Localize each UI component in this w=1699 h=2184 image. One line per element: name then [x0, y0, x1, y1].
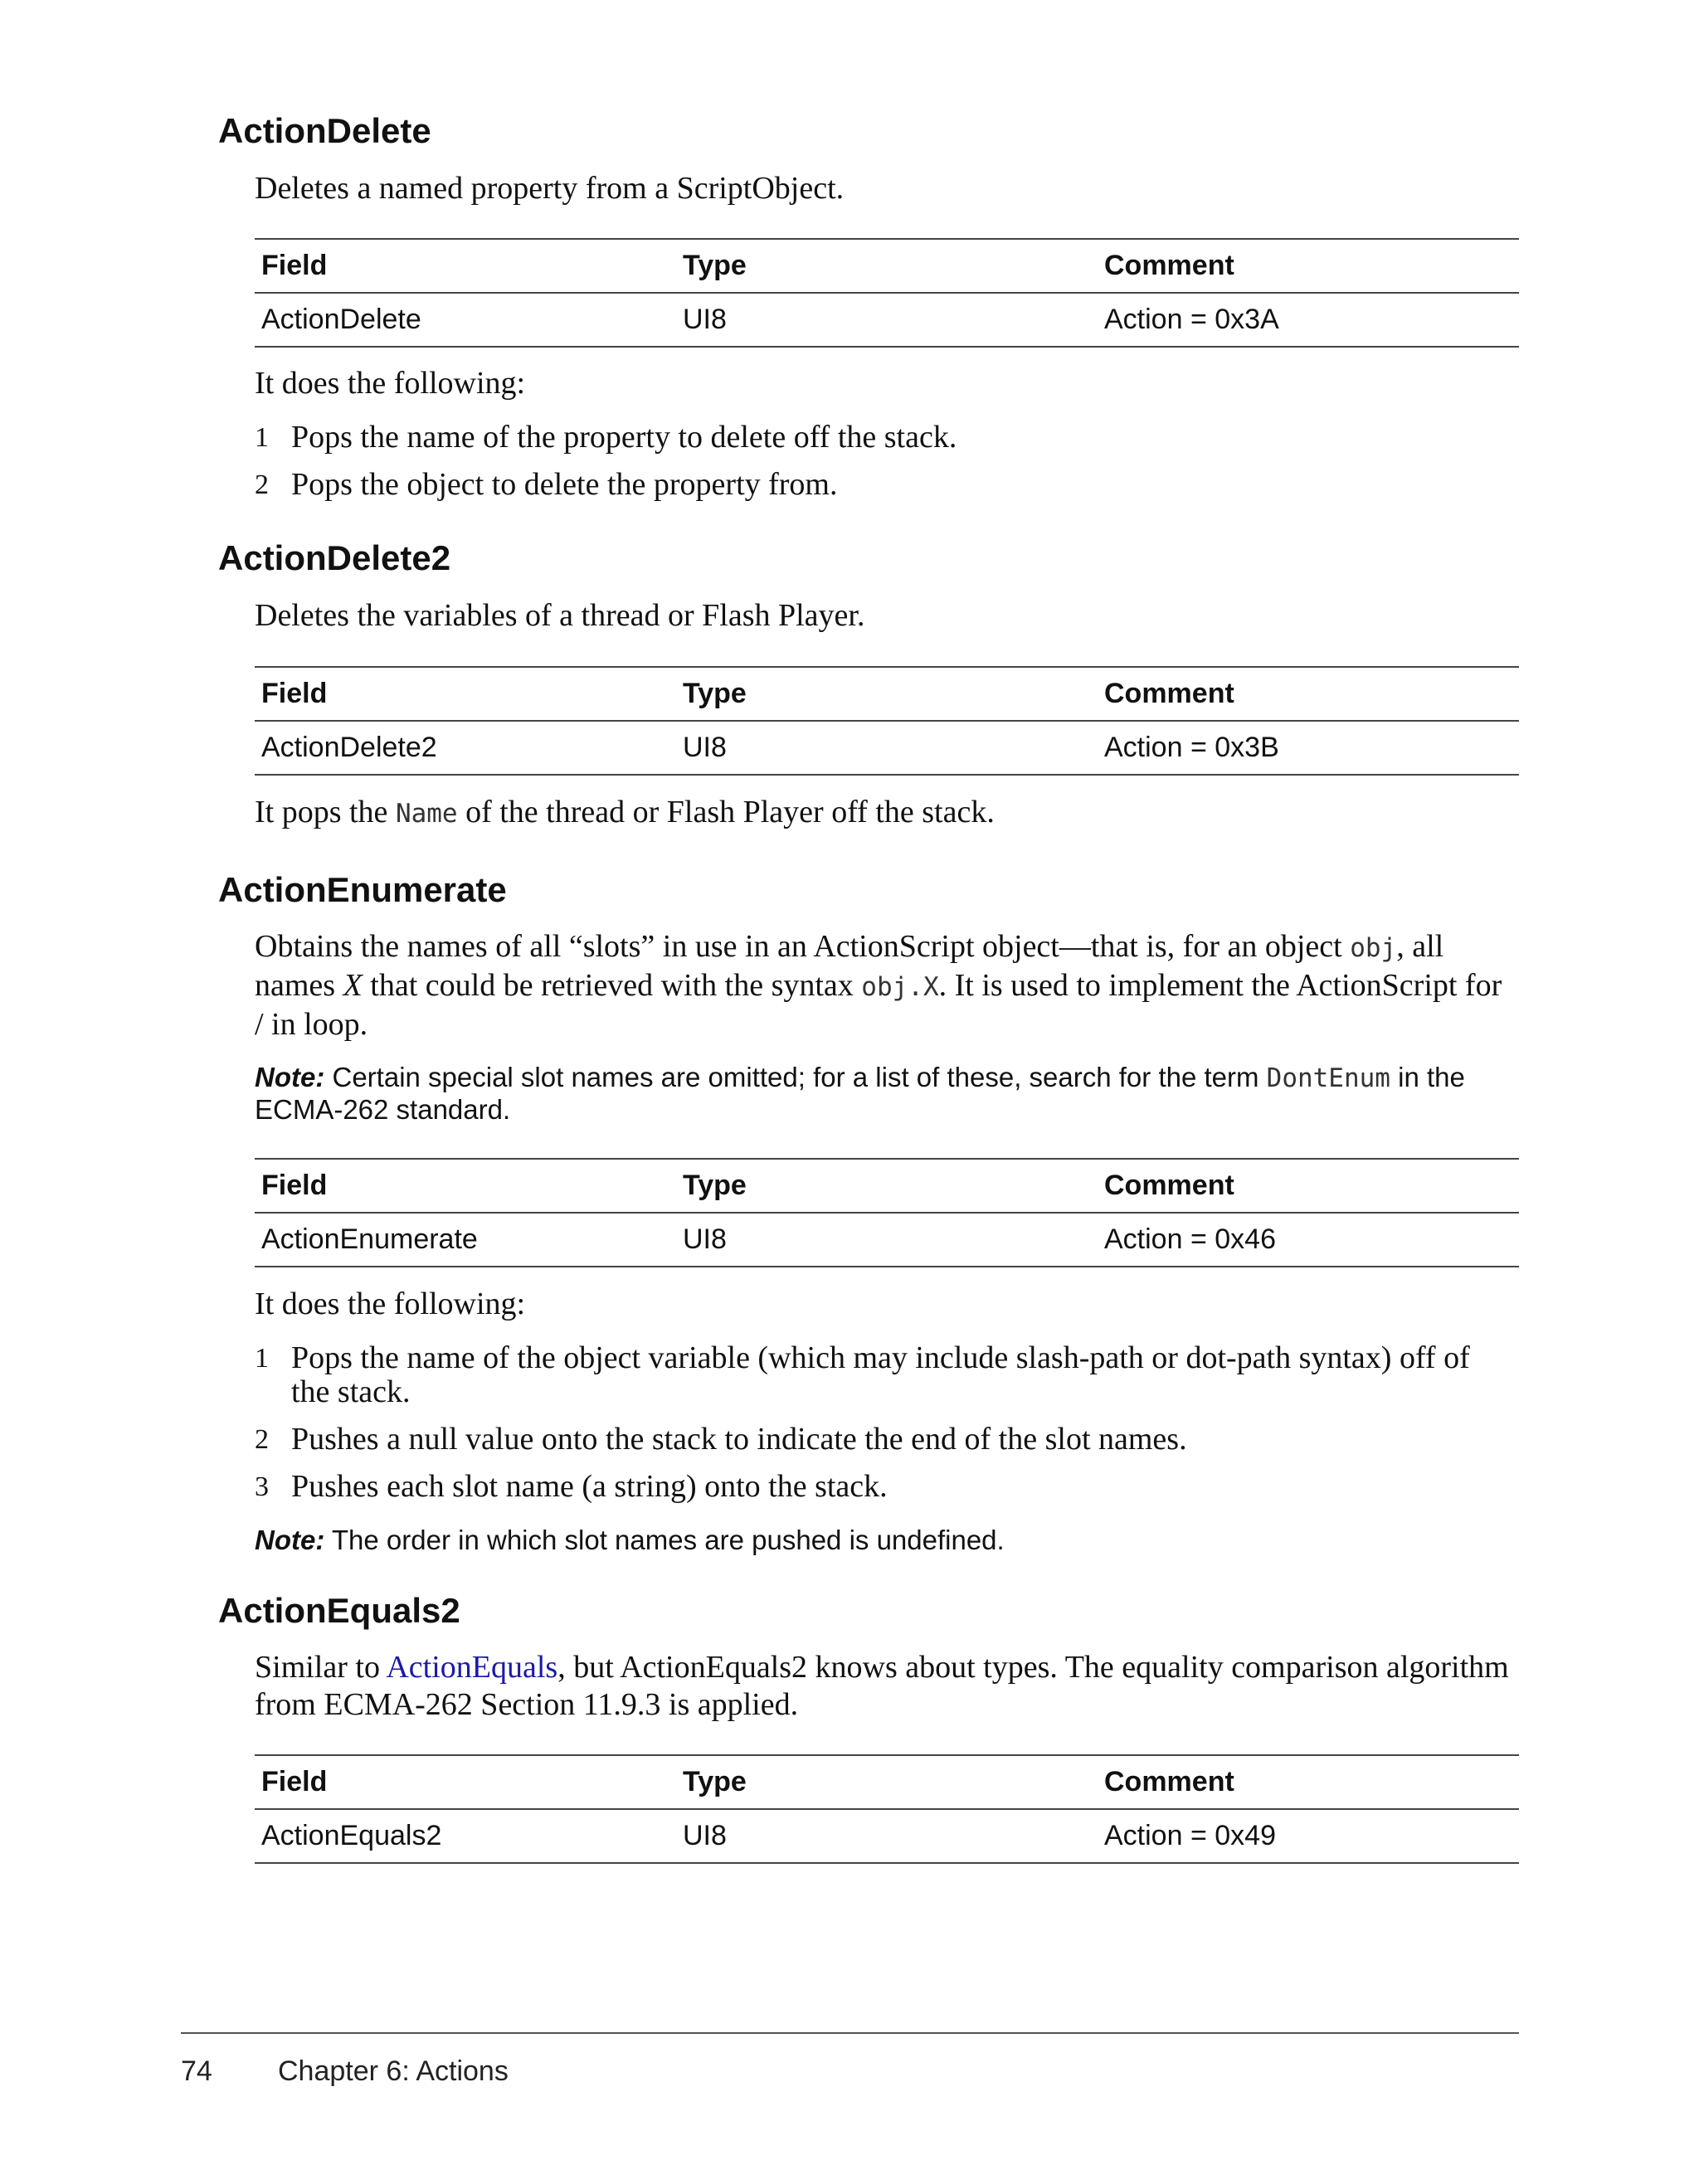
- table-cell-comment: Action = 0x46: [1098, 1213, 1519, 1267]
- column-header-comment: Comment: [1098, 667, 1519, 721]
- table-row: [255, 1809, 1519, 1863]
- column-header-type: Type: [676, 1159, 1098, 1213]
- step-number: 3: [255, 1471, 269, 1502]
- table-cell-comment: Action = 0x49: [1098, 1809, 1519, 1863]
- table-cell-type: UI8: [676, 293, 1098, 347]
- section-description: [255, 928, 1516, 1043]
- text-fragment: that could be retrieved with the syntax: [362, 968, 862, 1003]
- step-text: Pushes a null value onto the stack to indicate the end of the slot names.: [291, 1422, 1187, 1457]
- step-number: 2: [255, 469, 269, 500]
- steps-list: [255, 1341, 1516, 1517]
- section-description: Deletes the variables of a thread or Flash Player.: [255, 598, 865, 633]
- column-header-field: Field: [255, 1159, 676, 1213]
- section-heading-action-equals2: ActionEquals2: [218, 1591, 460, 1630]
- column-header-comment: Comment: [1098, 1755, 1519, 1809]
- step-number: 1: [255, 1343, 269, 1374]
- note-label: Note:: [255, 1062, 325, 1092]
- table-header-row: [255, 239, 1519, 293]
- text-fragment: . It is used to implement the ActionScript for / in loop.: [255, 968, 1502, 1042]
- steps-list: [255, 421, 1516, 515]
- step-text: Pops the name of the object variable (which may include slash-path or dot-path syntax) off of the stack.: [291, 1340, 1470, 1409]
- field-table: [255, 238, 1519, 348]
- inline-code: obj: [1350, 933, 1397, 963]
- note: [255, 1525, 1516, 1555]
- table-cell-field: ActionEnumerate: [255, 1213, 676, 1267]
- section-followup-text: [255, 794, 1516, 833]
- text-fragment: , but ActionEquals2 knows about types. The equality comparison algorithm from ECMA-262 Section 11.9.3 is applied.: [255, 1650, 1509, 1722]
- table-cell-type: UI8: [676, 1809, 1098, 1863]
- text-fragment: of the thread or Flash Player off the stack.: [457, 795, 995, 829]
- list-item: [255, 1470, 1516, 1504]
- action-equals-link[interactable]: ActionEquals: [386, 1650, 558, 1685]
- table-cell-field: ActionDelete: [255, 293, 676, 347]
- note-label: Note:: [255, 1525, 325, 1555]
- list-item: [255, 421, 1516, 455]
- list-item: [255, 1423, 1516, 1457]
- inline-code: obj.X: [861, 972, 939, 1002]
- section-description: Deletes a named property from a ScriptObject.: [255, 171, 845, 206]
- italic-text: X: [343, 968, 363, 1003]
- step-number: 2: [255, 1424, 269, 1455]
- table-cell-type: UI8: [676, 721, 1098, 775]
- text-fragment: Similar to: [255, 1650, 387, 1685]
- step-text: Pushes each slot name (a string) onto the stack.: [291, 1469, 888, 1504]
- column-header-field: Field: [255, 239, 676, 293]
- column-header-type: Type: [676, 1755, 1098, 1809]
- text-fragment: , all names: [255, 929, 1444, 1003]
- field-table: [255, 666, 1519, 776]
- column-header-type: Type: [676, 667, 1098, 721]
- note: [255, 1062, 1516, 1125]
- column-header-type: Type: [676, 239, 1098, 293]
- step-number: 1: [255, 422, 269, 453]
- table-row: [255, 293, 1519, 347]
- inline-code: DontEnum: [1266, 1063, 1390, 1093]
- text-fragment: in the ECMA-262 standard.: [255, 1062, 1465, 1125]
- table-cell-comment: Action = 0x3B: [1098, 721, 1519, 775]
- table-header-row: [255, 1159, 1519, 1213]
- table-cell-field: ActionEquals2: [255, 1809, 676, 1863]
- section-heading-action-enumerate: ActionEnumerate: [218, 870, 507, 909]
- column-header-comment: Comment: [1098, 1159, 1519, 1213]
- text-fragment: The order in which slot names are pushed is undefined.: [324, 1525, 1005, 1555]
- table-cell-field: ActionDelete2: [255, 721, 676, 775]
- step-text: Pops the name of the property to delete off the stack.: [291, 420, 957, 455]
- field-table: [255, 1158, 1519, 1267]
- section-heading-action-delete2: ActionDelete2: [218, 538, 451, 577]
- chapter-title: Chapter 6: Actions: [278, 2055, 509, 2087]
- table-cell-comment: Action = 0x3A: [1098, 293, 1519, 347]
- column-header-field: Field: [255, 667, 676, 721]
- footer-divider: [181, 2032, 1519, 2034]
- list-item: [255, 468, 1516, 502]
- text-fragment: Obtains the names of all “slots” in use in an ActionScript object—that is, for an object: [255, 929, 1351, 964]
- column-header-field: Field: [255, 1755, 676, 1809]
- page-number: 74: [181, 2055, 212, 2087]
- inline-code: Name: [395, 799, 458, 829]
- text-fragment: Certain special slot names are omitted; for a list of these, search for the term: [324, 1062, 1267, 1092]
- column-header-comment: Comment: [1098, 239, 1519, 293]
- steps-intro: It does the following:: [255, 366, 526, 401]
- table-cell-type: UI8: [676, 1213, 1098, 1267]
- steps-intro: It does the following:: [255, 1287, 526, 1321]
- section-description: [255, 1649, 1516, 1724]
- field-table: [255, 1754, 1519, 1864]
- step-text: Pops the object to delete the property from.: [291, 467, 838, 502]
- table-header-row: [255, 667, 1519, 721]
- list-item: [255, 1341, 1516, 1409]
- table-header-row: [255, 1755, 1519, 1809]
- table-row: [255, 721, 1519, 775]
- section-heading-action-delete: ActionDelete: [218, 111, 431, 150]
- text-fragment: It pops the: [255, 795, 396, 829]
- table-row: [255, 1213, 1519, 1267]
